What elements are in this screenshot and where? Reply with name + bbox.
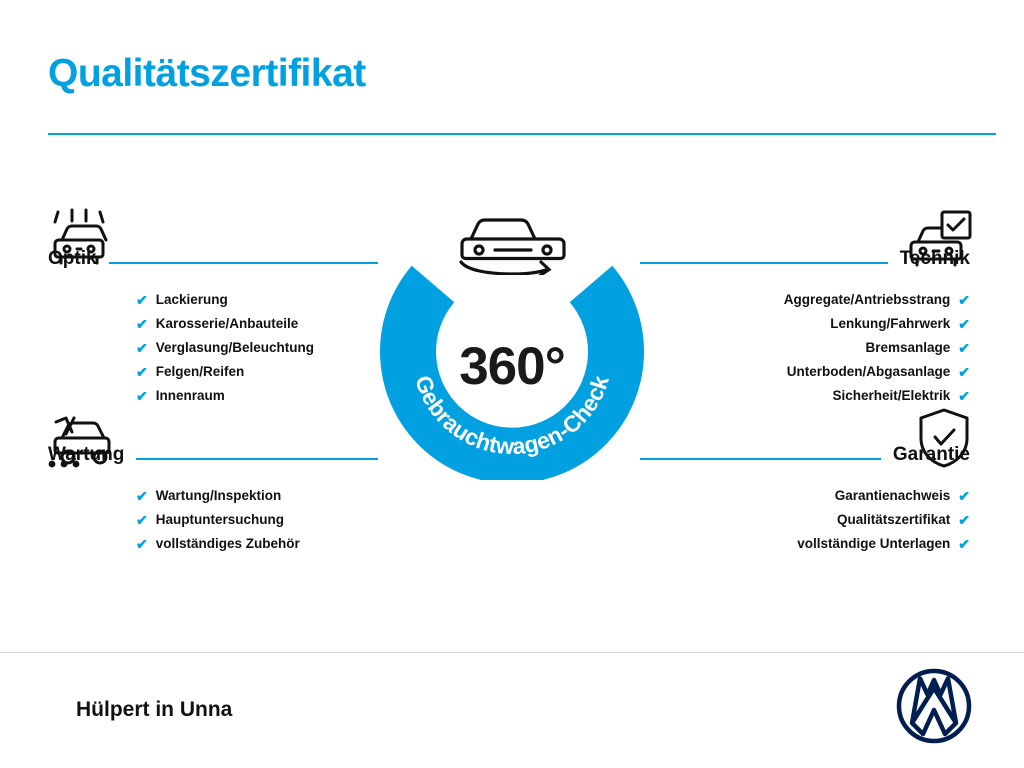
list-item-label: vollständige Unterlagen (797, 536, 951, 551)
list-item-label: Verglasung/Beleuchtung (155, 340, 315, 355)
section-technik (640, 236, 970, 408)
check-icon: ✔ (136, 363, 148, 380)
check-icon: ✔ (136, 535, 148, 552)
list-item (640, 312, 970, 335)
list-item-label: Aggregate/Antriebsstrang (783, 292, 951, 307)
check-icon: ✔ (136, 511, 148, 528)
list-item (640, 384, 970, 407)
check-icon: ✔ (136, 315, 148, 332)
check-icon: ✔ (958, 387, 970, 404)
list-item (48, 508, 378, 531)
check-icon: ✔ (136, 291, 148, 308)
section-list-garantie (640, 484, 970, 555)
section-wartung (48, 432, 378, 556)
footer-divider (0, 652, 1024, 653)
list-item-label: Garantienachweis (834, 488, 951, 503)
list-item (48, 360, 378, 383)
vw-logo (896, 668, 972, 744)
list-item (48, 288, 378, 311)
section-list-optik (48, 288, 378, 407)
list-item-label: Karosserie/Anbauteile (155, 316, 299, 331)
list-item (640, 484, 970, 507)
badge-arc-label: Gebrauchtwagen-Check (410, 371, 614, 460)
section-divider-wartung (136, 458, 378, 460)
section-divider-technik (640, 262, 888, 264)
list-item-label: Sicherheit/Elektrik (832, 388, 951, 403)
title-divider (48, 133, 996, 135)
list-item-label: Bremsanlage (865, 340, 951, 355)
section-optik (48, 236, 378, 408)
list-item (48, 336, 378, 359)
list-item (640, 336, 970, 359)
list-item-label: Innenraum (155, 388, 225, 403)
section-title-wartung: Wartung (48, 444, 125, 465)
list-item-label: Hauptuntersuchung (155, 512, 284, 527)
section-title-optik: Optik (48, 248, 97, 269)
list-item (640, 532, 970, 555)
section-list-technik (640, 288, 970, 407)
check-icon: ✔ (958, 291, 970, 308)
dealer-name: Hülpert in Unna (76, 698, 233, 721)
check-badge (373, 258, 651, 480)
check-icon: ✔ (136, 339, 148, 356)
list-item (48, 312, 378, 335)
list-item-label: Qualitätszertifikat (836, 512, 951, 527)
check-icon: ✔ (958, 487, 970, 504)
check-icon: ✔ (958, 315, 970, 332)
check-icon: ✔ (958, 511, 970, 528)
list-item (640, 508, 970, 531)
check-icon: ✔ (958, 339, 970, 356)
list-item (640, 288, 970, 311)
check-icon: ✔ (136, 487, 148, 504)
section-title-technik: Technik (899, 248, 970, 269)
list-item (640, 360, 970, 383)
check-icon: ✔ (136, 387, 148, 404)
section-divider-optik (109, 262, 378, 264)
list-item-label: Lackierung (155, 292, 228, 307)
check-icon: ✔ (958, 363, 970, 380)
section-title-garantie: Garantie (892, 444, 970, 465)
list-item (48, 532, 378, 555)
list-item-label: vollständiges Zubehör (155, 536, 300, 551)
list-item-label: Wartung/Inspektion (155, 488, 282, 503)
list-item (48, 484, 378, 507)
section-divider-garantie (640, 458, 881, 460)
check-icon: ✔ (958, 535, 970, 552)
list-item (48, 384, 378, 407)
section-garantie (640, 432, 970, 556)
section-list-wartung (48, 484, 378, 555)
list-item-label: Unterboden/Abgasanlage (786, 364, 951, 379)
list-item-label: Lenkung/Fahrwerk (830, 316, 951, 331)
page-title: Qualitätszertifikat (48, 52, 366, 95)
badge-center-label: 360° (459, 337, 565, 396)
list-item-label: Felgen/Reifen (155, 364, 245, 379)
